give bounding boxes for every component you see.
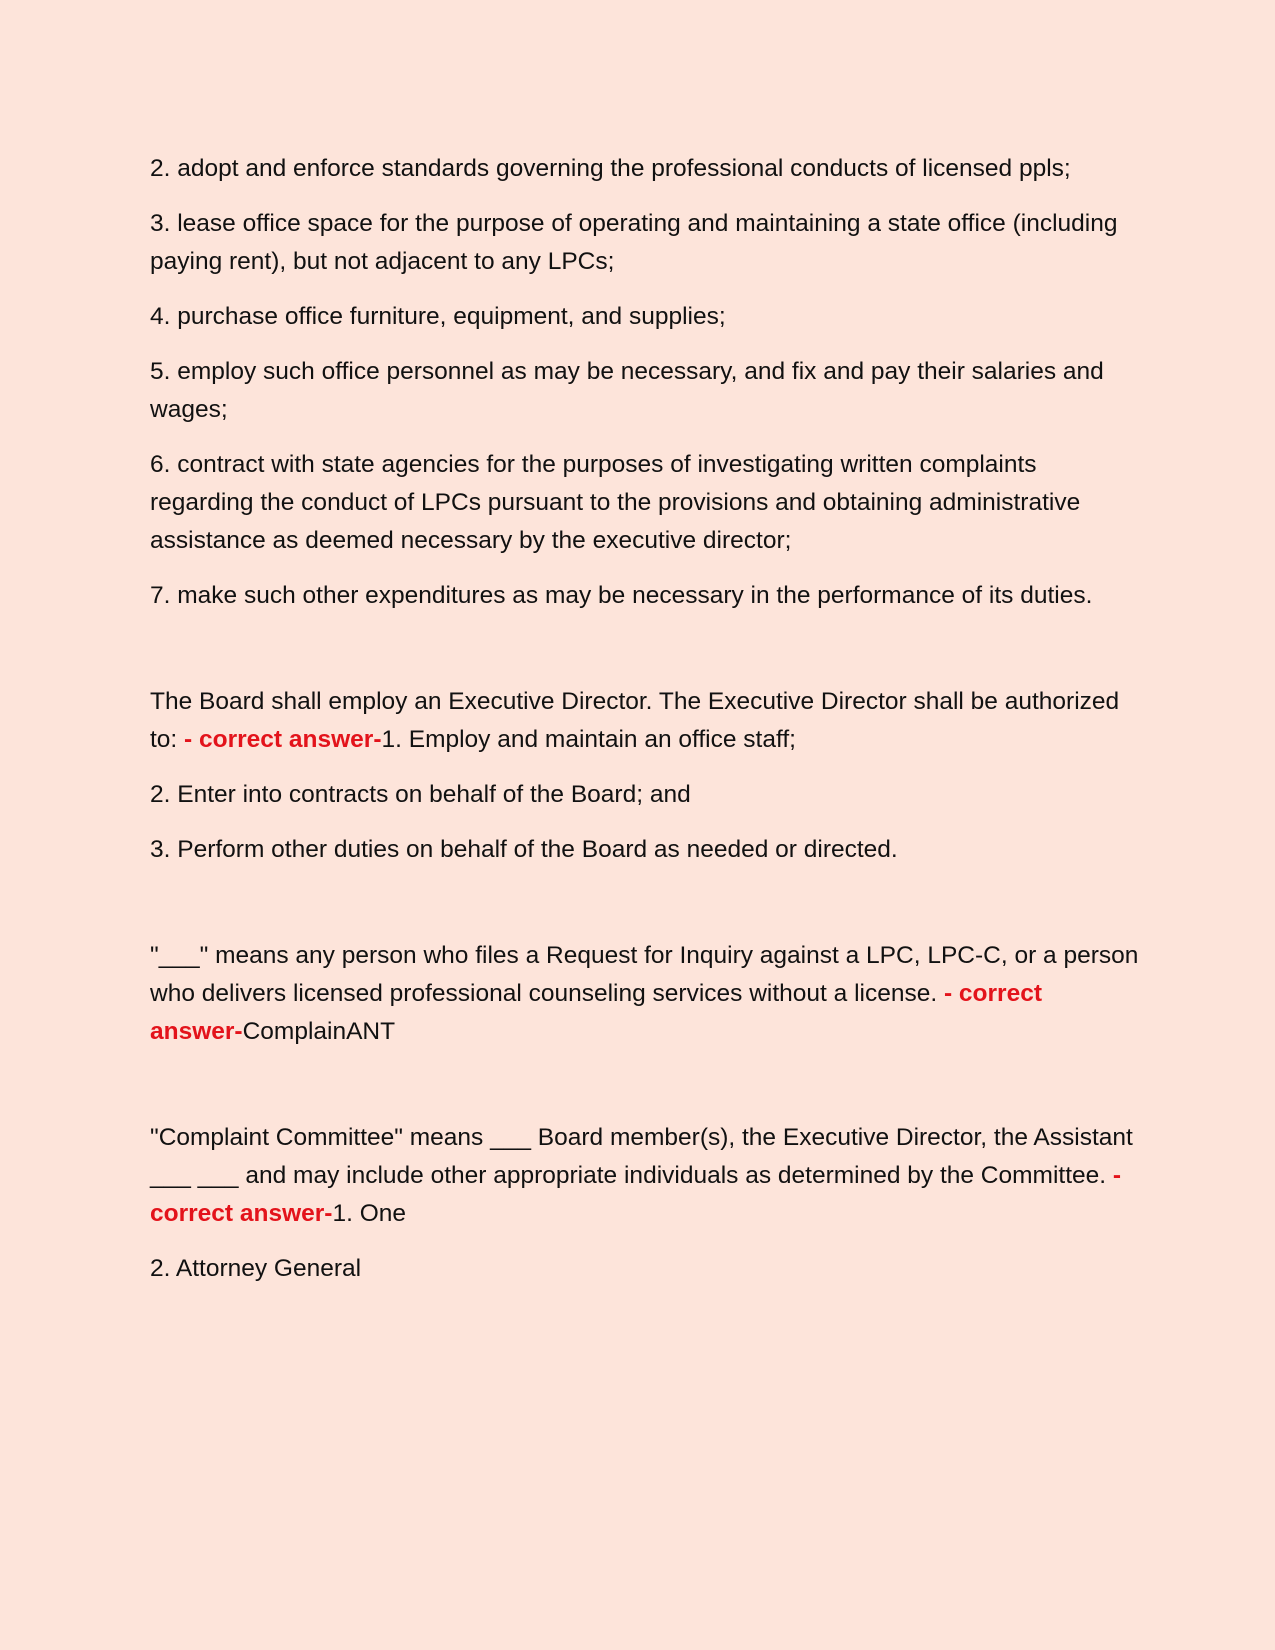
section-gap (150, 1068, 1140, 1119)
answer-text: 1. One (332, 1200, 407, 1227)
correct-answer-label: - correct answer- (184, 726, 382, 753)
question-text: The Board shall employ an Executive Director. The Executive Director shall be authorized to: (150, 688, 1120, 753)
question-complainant (150, 937, 1140, 1051)
section-gap (150, 886, 1140, 937)
list-item: 6. contract with state agencies for the purposes of investigating written complaints regarding the conduct of LPCs pursuant to the provisions and obtaining administrative assistance as deemed necessary by the executive director; (150, 451, 1081, 554)
question-exec-director (150, 683, 1140, 759)
question-text: "Complaint Committee" means ___ Board member(s), the Executive Director, the Assistant ___ ___ and may include other appropriate individuals as determined by the Committee. (150, 1124, 1133, 1189)
document-body (150, 150, 1140, 1305)
section-gap (150, 632, 1140, 683)
correct-answer-label: - correct answer- (150, 980, 1042, 1045)
answer-text: ComplainANT (242, 1018, 396, 1045)
question-text: "___" means any person who files a Request for Inquiry against a LPC, LPC-C, or a person who delivers licensed professional counseling services without a license. (150, 942, 1139, 1007)
correct-answer-label: - correct answer- (150, 1162, 1122, 1227)
list-item: 2. Enter into contracts on behalf of the Board; and (150, 781, 691, 808)
list-item: 2. Attorney General (150, 1255, 362, 1282)
list-item: 3. Perform other duties on behalf of the Board as needed or directed. (150, 836, 898, 863)
list-item: 2. adopt and enforce standards governing the professional conducts of licensed ppls; (150, 155, 1071, 182)
answer-text: 1. Employ and maintain an office staff; (381, 726, 796, 753)
question-complaint-committee (150, 1119, 1140, 1233)
list-item: 5. employ such office personnel as may be necessary, and fix and pay their salaries and wages; (150, 358, 1104, 423)
list-item: 7. make such other expenditures as may be necessary in the performance of its duties. (150, 582, 1093, 609)
list-item: 3. lease office space for the purpose of operating and maintaining a state office (including paying rent), but not adjacent to any LPCs; (150, 210, 1118, 275)
list-item: 4. purchase office furniture, equipment, and supplies; (150, 303, 726, 330)
